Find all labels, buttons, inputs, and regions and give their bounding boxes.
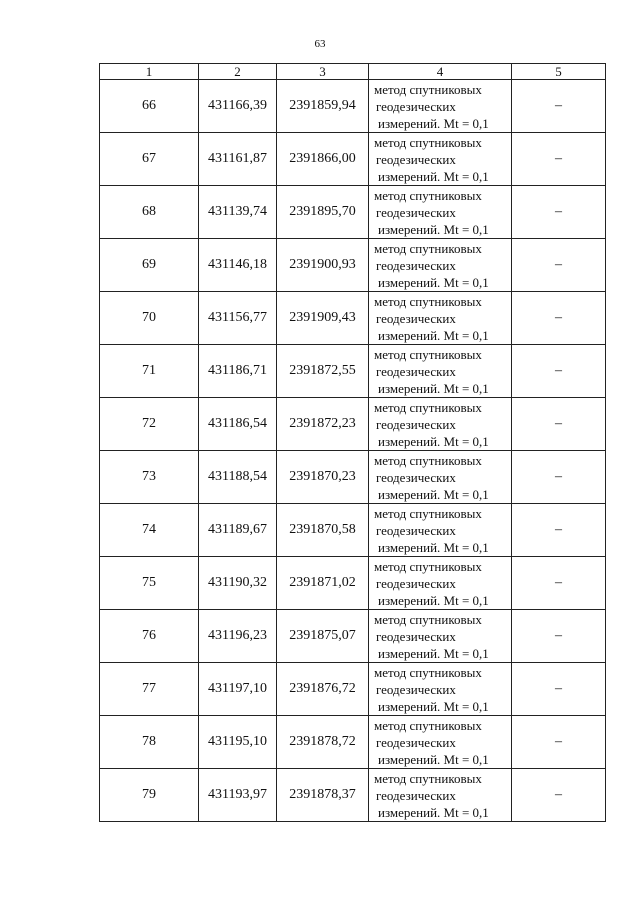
method-line: метод спутниковых bbox=[374, 293, 482, 309]
method-line: геодезических bbox=[376, 787, 456, 803]
method-cell bbox=[369, 398, 512, 451]
table-row bbox=[100, 769, 606, 822]
x-coordinate-cell: 431190,32 bbox=[199, 557, 277, 610]
method-line: геодезических bbox=[376, 575, 456, 591]
method-cell bbox=[369, 557, 512, 610]
method-cell bbox=[369, 716, 512, 769]
header-col-5: 5 bbox=[512, 64, 606, 80]
method-line: измерений. Mt = 0,1 bbox=[378, 221, 489, 237]
note-cell: – bbox=[512, 716, 606, 769]
header-col-4: 4 bbox=[369, 64, 512, 80]
y-coordinate-cell: 2391876,72 bbox=[277, 663, 369, 716]
x-coordinate-cell: 431146,18 bbox=[199, 239, 277, 292]
method-cell bbox=[369, 345, 512, 398]
point-number-cell: 78 bbox=[100, 716, 199, 769]
method-line: геодезических bbox=[376, 151, 456, 167]
table-row bbox=[100, 80, 606, 133]
method-cell bbox=[369, 186, 512, 239]
method-cell bbox=[369, 133, 512, 186]
method-line: геодезических bbox=[376, 257, 456, 273]
method-line: геодезических bbox=[376, 628, 456, 644]
header-col-2: 2 bbox=[199, 64, 277, 80]
method-line: геодезических bbox=[376, 681, 456, 697]
method-cell bbox=[369, 769, 512, 822]
point-number-cell: 68 bbox=[100, 186, 199, 239]
method-line: геодезических bbox=[376, 416, 456, 432]
point-number-cell: 76 bbox=[100, 610, 199, 663]
y-coordinate-cell: 2391878,72 bbox=[277, 716, 369, 769]
note-cell: – bbox=[512, 186, 606, 239]
method-line: метод спутниковых bbox=[374, 346, 482, 362]
point-number-cell: 66 bbox=[100, 80, 199, 133]
y-coordinate-cell: 2391872,23 bbox=[277, 398, 369, 451]
method-line: геодезических bbox=[376, 363, 456, 379]
x-coordinate-cell: 431139,74 bbox=[199, 186, 277, 239]
point-number-cell: 69 bbox=[100, 239, 199, 292]
method-line: метод спутниковых bbox=[374, 399, 482, 415]
note-cell: – bbox=[512, 610, 606, 663]
x-coordinate-cell: 431161,87 bbox=[199, 133, 277, 186]
y-coordinate-cell: 2391870,23 bbox=[277, 451, 369, 504]
note-cell: – bbox=[512, 398, 606, 451]
method-cell bbox=[369, 610, 512, 663]
y-coordinate-cell: 2391878,37 bbox=[277, 769, 369, 822]
method-cell bbox=[369, 504, 512, 557]
method-line: метод спутниковых bbox=[374, 240, 482, 256]
method-line: геодезических bbox=[376, 310, 456, 326]
method-line: измерений. Mt = 0,1 bbox=[378, 433, 489, 449]
method-line: геодезических bbox=[376, 469, 456, 485]
x-coordinate-cell: 431193,97 bbox=[199, 769, 277, 822]
point-number-cell: 74 bbox=[100, 504, 199, 557]
x-coordinate-cell: 431156,77 bbox=[199, 292, 277, 345]
method-line: геодезических bbox=[376, 98, 456, 114]
y-coordinate-cell: 2391875,07 bbox=[277, 610, 369, 663]
note-cell: – bbox=[512, 769, 606, 822]
table-row bbox=[100, 663, 606, 716]
method-line: измерений. Mt = 0,1 bbox=[378, 539, 489, 555]
point-number-cell: 75 bbox=[100, 557, 199, 610]
note-cell: – bbox=[512, 239, 606, 292]
table-row bbox=[100, 292, 606, 345]
point-number-cell: 71 bbox=[100, 345, 199, 398]
table-row bbox=[100, 186, 606, 239]
method-line: измерений. Mt = 0,1 bbox=[378, 698, 489, 714]
method-cell bbox=[369, 292, 512, 345]
table-row bbox=[100, 504, 606, 557]
method-line: измерений. Mt = 0,1 bbox=[378, 592, 489, 608]
method-line: геодезических bbox=[376, 522, 456, 538]
method-line: метод спутниковых bbox=[374, 134, 482, 150]
point-number-cell: 77 bbox=[100, 663, 199, 716]
note-cell: – bbox=[512, 504, 606, 557]
table-row bbox=[100, 398, 606, 451]
method-line: метод спутниковых bbox=[374, 664, 482, 680]
point-number-cell: 70 bbox=[100, 292, 199, 345]
method-cell bbox=[369, 80, 512, 133]
table-row bbox=[100, 557, 606, 610]
method-line: метод спутниковых bbox=[374, 558, 482, 574]
method-line: метод спутниковых bbox=[374, 717, 482, 733]
note-cell: – bbox=[512, 133, 606, 186]
method-line: метод спутниковых bbox=[374, 505, 482, 521]
y-coordinate-cell: 2391870,58 bbox=[277, 504, 369, 557]
method-cell bbox=[369, 663, 512, 716]
y-coordinate-cell: 2391895,70 bbox=[277, 186, 369, 239]
table-row bbox=[100, 610, 606, 663]
method-line: метод спутниковых bbox=[374, 187, 482, 203]
method-line: метод спутниковых bbox=[374, 770, 482, 786]
note-cell: – bbox=[512, 292, 606, 345]
x-coordinate-cell: 431196,23 bbox=[199, 610, 277, 663]
y-coordinate-cell: 2391866,00 bbox=[277, 133, 369, 186]
coordinates-table bbox=[99, 63, 606, 822]
y-coordinate-cell: 2391909,43 bbox=[277, 292, 369, 345]
note-cell: – bbox=[512, 557, 606, 610]
page-number: 63 bbox=[314, 38, 326, 50]
point-number-cell: 72 bbox=[100, 398, 199, 451]
method-line: измерений. Mt = 0,1 bbox=[378, 645, 489, 661]
table-body bbox=[100, 80, 606, 822]
method-line: метод спутниковых bbox=[374, 452, 482, 468]
header-col-1: 1 bbox=[100, 64, 199, 80]
method-line: измерений. Mt = 0,1 bbox=[378, 380, 489, 396]
y-coordinate-cell: 2391871,02 bbox=[277, 557, 369, 610]
x-coordinate-cell: 431186,71 bbox=[199, 345, 277, 398]
table-row bbox=[100, 239, 606, 292]
method-line: измерений. Mt = 0,1 bbox=[378, 115, 489, 131]
x-coordinate-cell: 431197,10 bbox=[199, 663, 277, 716]
x-coordinate-cell: 431189,67 bbox=[199, 504, 277, 557]
method-line: измерений. Mt = 0,1 bbox=[378, 168, 489, 184]
method-line: измерений. Mt = 0,1 bbox=[378, 486, 489, 502]
x-coordinate-cell: 431186,54 bbox=[199, 398, 277, 451]
x-coordinate-cell: 431188,54 bbox=[199, 451, 277, 504]
method-line: измерений. Mt = 0,1 bbox=[378, 804, 489, 820]
point-number-cell: 67 bbox=[100, 133, 199, 186]
note-cell: – bbox=[512, 345, 606, 398]
y-coordinate-cell: 2391859,94 bbox=[277, 80, 369, 133]
x-coordinate-cell: 431166,39 bbox=[199, 80, 277, 133]
note-cell: – bbox=[512, 451, 606, 504]
point-number-cell: 79 bbox=[100, 769, 199, 822]
method-cell bbox=[369, 451, 512, 504]
x-coordinate-cell: 431195,10 bbox=[199, 716, 277, 769]
table-row bbox=[100, 716, 606, 769]
table-row bbox=[100, 451, 606, 504]
note-cell: – bbox=[512, 663, 606, 716]
y-coordinate-cell: 2391872,55 bbox=[277, 345, 369, 398]
table-header bbox=[100, 64, 606, 80]
y-coordinate-cell: 2391900,93 bbox=[277, 239, 369, 292]
method-line: измерений. Mt = 0,1 bbox=[378, 751, 489, 767]
method-line: метод спутниковых bbox=[374, 81, 482, 97]
point-number-cell: 73 bbox=[100, 451, 199, 504]
method-cell bbox=[369, 239, 512, 292]
table-row bbox=[100, 133, 606, 186]
method-line: метод спутниковых bbox=[374, 611, 482, 627]
method-line: геодезических bbox=[376, 204, 456, 220]
method-line: геодезических bbox=[376, 734, 456, 750]
header-row bbox=[100, 64, 606, 80]
method-line: измерений. Mt = 0,1 bbox=[378, 274, 489, 290]
table-row bbox=[100, 345, 606, 398]
method-line: измерений. Mt = 0,1 bbox=[378, 327, 489, 343]
header-col-3: 3 bbox=[277, 64, 369, 80]
note-cell: – bbox=[512, 80, 606, 133]
